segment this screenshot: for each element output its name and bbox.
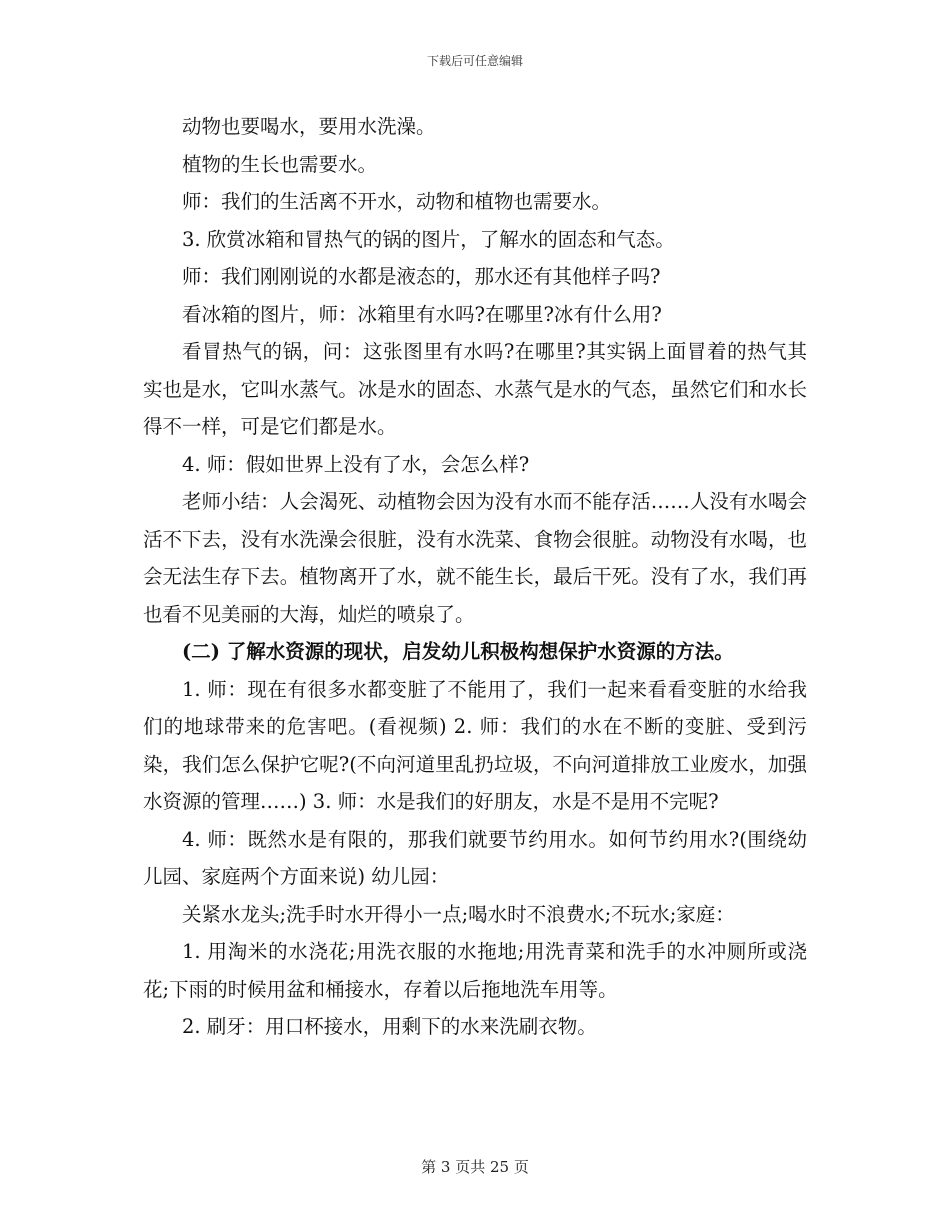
- paragraph-home-tips-1: 1. 用淘米的水浇花;用洗衣服的水拖地;用洗青菜和洗手的水冲厕所或浇花;下雨的时候用盆和桶接水，存着以后拖地洗车用等。: [143, 940, 807, 1001]
- paragraph-teacher-summary-life: 师：我们的生活离不开水，动物和植物也需要水。: [182, 190, 612, 213]
- paragraph-step-4-question: 4. 师：假如世界上没有了水，会怎么样?: [182, 452, 530, 476]
- document-body: [143, 108, 807, 1046]
- page-footer: 第 3 页共 25 页: [421, 1158, 529, 1176]
- paragraph-plants-need-water: 植物的生长也需要水。: [182, 152, 378, 176]
- paragraph-animals-drink: 动物也要喝水，要用水洗澡。: [182, 115, 436, 138]
- page-header: 下载后可任意编辑: [426, 54, 523, 68]
- paragraph-save-water: 4. 师：既然水是有限的，那我们就要节约用水。如何节约用水?(围绕幼儿园、家庭两个方面来说) 幼儿园：: [143, 827, 807, 888]
- paragraph-teacher-conclusion: 老师小结：人会渴死、动植物会因为没有水而不能存活……人没有水喝会活不下去，没有水洗澡会很脏，没有水洗菜、食物会很脏。动物没有水喝，也会无法生存下去。植物离开了水，就不能生长，最后干死。没有了水，我们再也看不见美丽的大海，灿烂的喷泉了。: [143, 490, 807, 626]
- paragraph-kindergarten-tips: 关紧水龙头;洗手时水开得小一点;喝水时不浪费水;不玩水;家庭：: [182, 902, 735, 926]
- paragraph-fridge-picture: 看冰箱的图片，师：冰箱里有水吗?在哪里?冰有什么用?: [182, 302, 662, 326]
- paragraph-step-3: 3. 欣赏冰箱和冒热气的锅的图片，了解水的固态和气态。: [182, 227, 675, 251]
- paragraph-dirty-water: 1. 师：现在有很多水都变脏了不能用了，我们一起来看看变脏的水给我们的地球带来的危害吧。(看视频) 2. 师：我们的水在不断的变脏、受到污染，我们怎么保护它呢?(不向河道里乱扔垃圾，不向河道排放工业废水，加强水资源的管理……) 3. 师：水是我们的好朋友，水是不是用不完呢?: [143, 677, 807, 813]
- paragraph-home-tips-2: 2. 刷牙：用口杯接水，用剩下的水来洗刷衣物。: [182, 1015, 597, 1038]
- section-heading-2: (二) 了解水资源的现状，启发幼儿积极构想保护水资源的方法。: [182, 640, 734, 663]
- paragraph-teacher-liquid: 师：我们刚刚说的水都是液态的，那水还有其他样子吗?: [182, 265, 661, 288]
- paragraph-steam-pot: 看冒热气的锅，问：这张图里有水吗?在哪里?其实锅上面冒着的热气其实也是水，它叫水蒸气。冰是水的固态、水蒸气是水的气态，虽然它们和水长得不一样，可是它们都是水。: [143, 340, 807, 438]
